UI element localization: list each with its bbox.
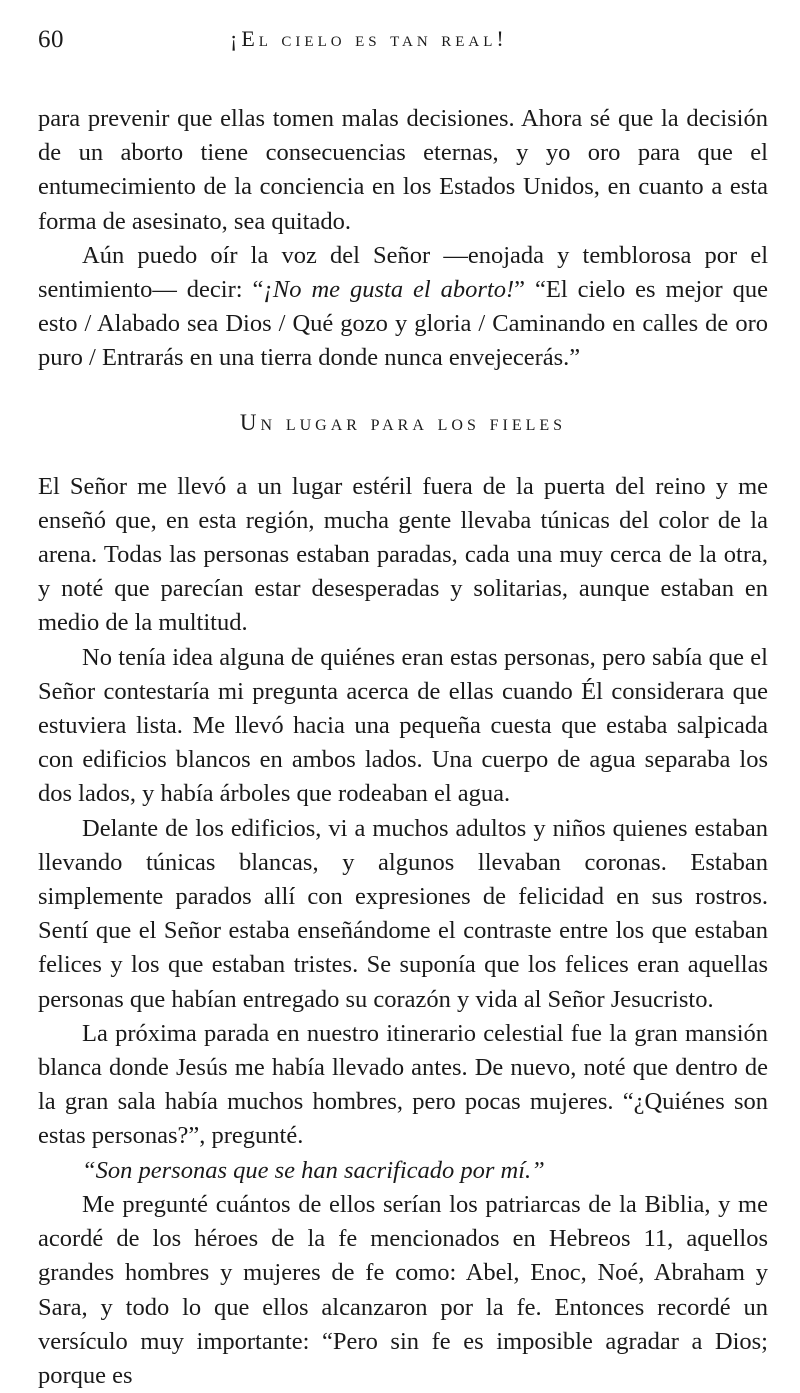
running-title: ¡El cielo es tan real! [230, 26, 508, 51]
paragraph-tail: ” “El cielo es mejor que esto / Alabado sea Dios / Qué gozo y gloria / Caminando en calles de oro puro / Entrarás en una tierra donde nunca envejecerás.” [38, 276, 768, 372]
paragraph: No tenía idea alguna de quiénes eran estas personas, pero sabía que el Señor contestaría mi pregunta acerca de ellas cuando Él considerara que estuviera lista. Me llevó hacia una pequeña cuesta que estaba salpicada con edificios blancos en ambos lados. Una cuerpo de agua separaba los dos lados, y había árboles que rodeaban el agua. [38, 643, 768, 808]
paragraph: para prevenir que ellas tomen malas decisiones. Ahora sé que la decisión de un aborto tiene consecuencias eternas, y yo oro para que el entumecimiento de la conciencia en los Estados Unidos, en cuanto a esta forma de asesinato, sea quitado. [38, 105, 768, 235]
running-head [38, 18, 768, 58]
body-text [38, 102, 768, 1393]
section-heading: Un lugar para los fieles [239, 409, 567, 435]
paragraph [38, 239, 768, 376]
paragraph: La próxima parada en nuestro itinerario celestial fue la gran mansión blanca donde Jesús me había llevado antes. De nuevo, noté que dentro de la gran sala había muchos hombres, pero pocas mujeres. “¿Quiénes son estas personas?”, pregunté. [38, 1019, 768, 1150]
page-number: 60 [38, 26, 64, 53]
paragraph: Me pregunté cuántos de ellos serían los patriarcas de la Biblia, y me acordé de los héroes de la fe mencionados en Hebreos 11, aquellos grandes hombres y mujeres de fe como: Abel, Enoc, Noé, Abraham y Sara, y todo lo que ellos alcanzaron por la fe. Entonces recordé un versículo muy importante: “Pero sin fe es imposible agradar a Dios; porque es [38, 1190, 768, 1389]
book-page [38, 18, 768, 1393]
paragraph: Delante de los edificios, vi a muchos adultos y niños quienes estaban llevando túnicas blancas, y algunos llevaban coronas. Estaban simplemente parados allí con expresiones de felicidad en sus rostros. Sentí que el Señor estaba enseñándome el contraste entre los que estaban felices y los que estaban tristes. Se suponía que los felices eran aquellas personas que habían entregado su corazón y vida al Señor Jesucristo. [38, 814, 768, 1013]
italic-quote-paragraph: “Son personas que se han sacrificado por mí.” [82, 1156, 545, 1184]
paragraph: El Señor me llevó a un lugar estéril fuera de la puerta del reino y me enseñó que, en esta región, mucha gente llevaba túnicas del color de la arena. Todas las personas estaban paradas, cada una muy cerca de la otra, y noté que parecían estar desesperadas y solitarias, aunque estaban en medio de la multitud. [38, 472, 768, 637]
italic-quote: ¡No me gusta el aborto! [263, 276, 515, 304]
paragraph-lead: Aún puedo oír la voz del Señor —enojada y temblorosa por el sentimiento— decir: “ [38, 241, 768, 304]
